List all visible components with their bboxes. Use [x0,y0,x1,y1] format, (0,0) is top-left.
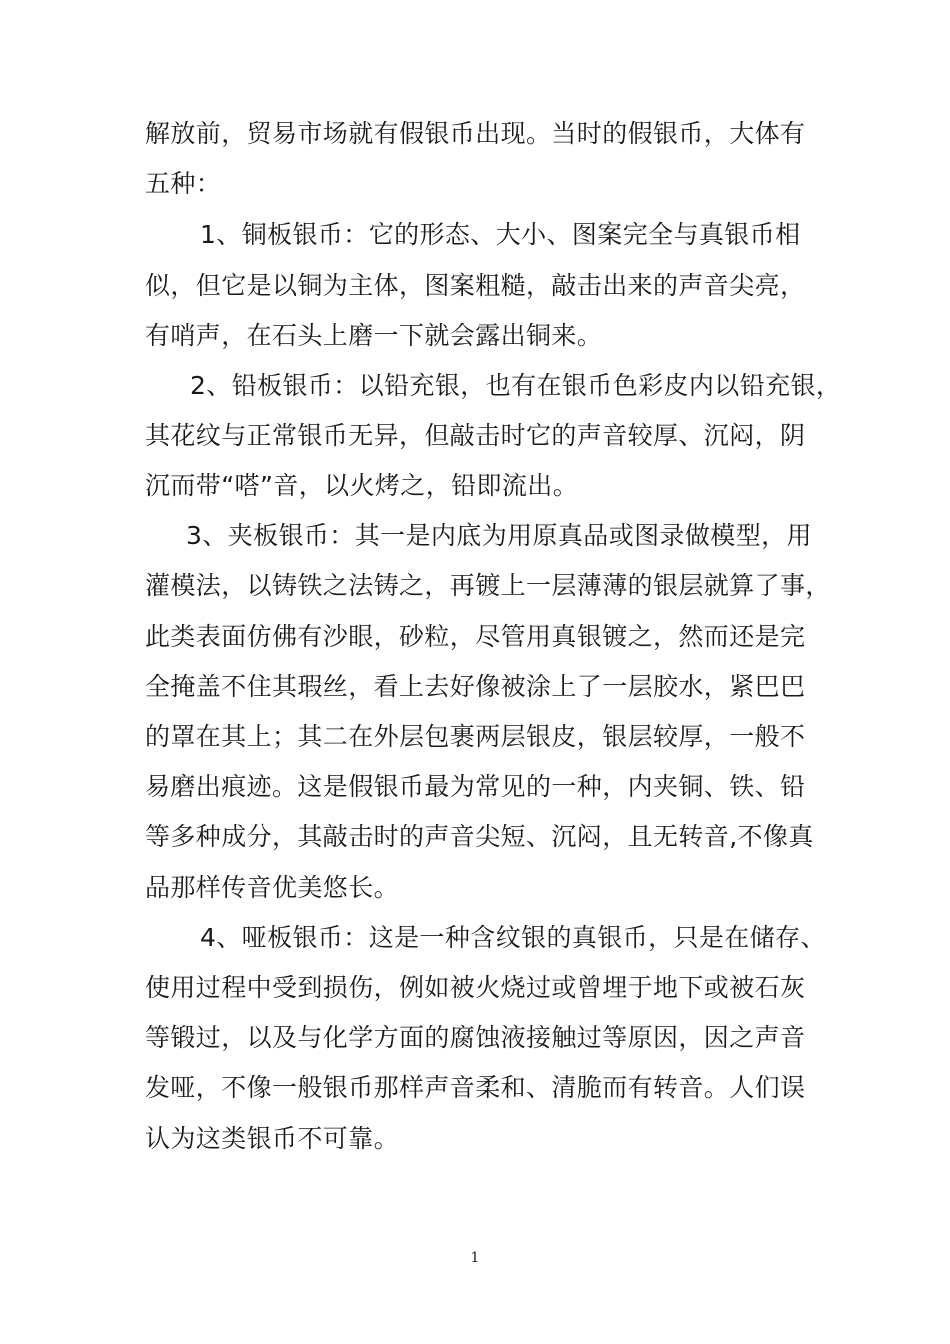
text-line: 4、哑板银币：这是一种含纹银的真银币，只是在储存、 [200,923,826,952]
text-line: 等多种成分，其敲击时的声音尖短、沉闷，且无转音,不像真 [145,822,814,851]
text-line: 等锻过，以及与化学方面的腐蚀液接触过等原因，因之声音 [145,1023,806,1052]
text-line: 使用过程中受到损伤，例如被火烧过或曾埋于地下或被石灰 [145,973,806,1002]
text-line: 沉而带“嗒”音，以火烤之，铅即流出。 [145,471,579,500]
text-line: 易磨出痕迹。这是假银币最为常见的一种，内夹铜、铁、铅 [145,772,806,801]
text-line: 的罩在其上；其二在外层包裹两层银皮，银层较厚，一般不 [145,722,806,751]
text-line: 解放前，贸易市场就有假银币出现。当时的假银币，大体有 [145,119,806,148]
text-line: 发哑，不像一般银币那样声音柔和、清脆而有转音。人们误 [145,1073,806,1102]
text-line: 灌模法，以铸铁之法铸之，再镀上一层薄薄的银层就算了事， [145,571,831,600]
text-line: 全掩盖不住其瑕丝，看上去好像被涂上了一层胶水，紧巴巴 [145,672,806,701]
text-line: 有哨声，在石头上磨一下就会露出铜来。 [145,321,603,350]
page-number: 1 [470,1250,480,1266]
text-line: 似，但它是以铜为主体，图案粗糙，敲击出来的声音尖亮， [145,271,806,300]
text-line: 认为这类银币不可靠。 [145,1124,400,1153]
text-line: 其花纹与正常银币无异，但敲击时它的声音较厚、沉闷，阴 [145,421,806,450]
text-line: 3、夹板银币：其一是内底为用原真品或图录做模型，用 [186,521,812,550]
text-line: 此类表面仿佛有沙眼，砂粒，尽管用真银镀之，然而还是完 [145,622,806,651]
text-line: 五种： [145,169,222,198]
text-line: 1、铜板银币：它的形态、大小、图案完全与真银币相 [200,220,801,249]
text-line: 2、铅板银币：以铅充银，也有在银币色彩皮内以铅充银， [190,371,842,400]
text-line: 品那样传音优美悠长。 [145,873,400,902]
